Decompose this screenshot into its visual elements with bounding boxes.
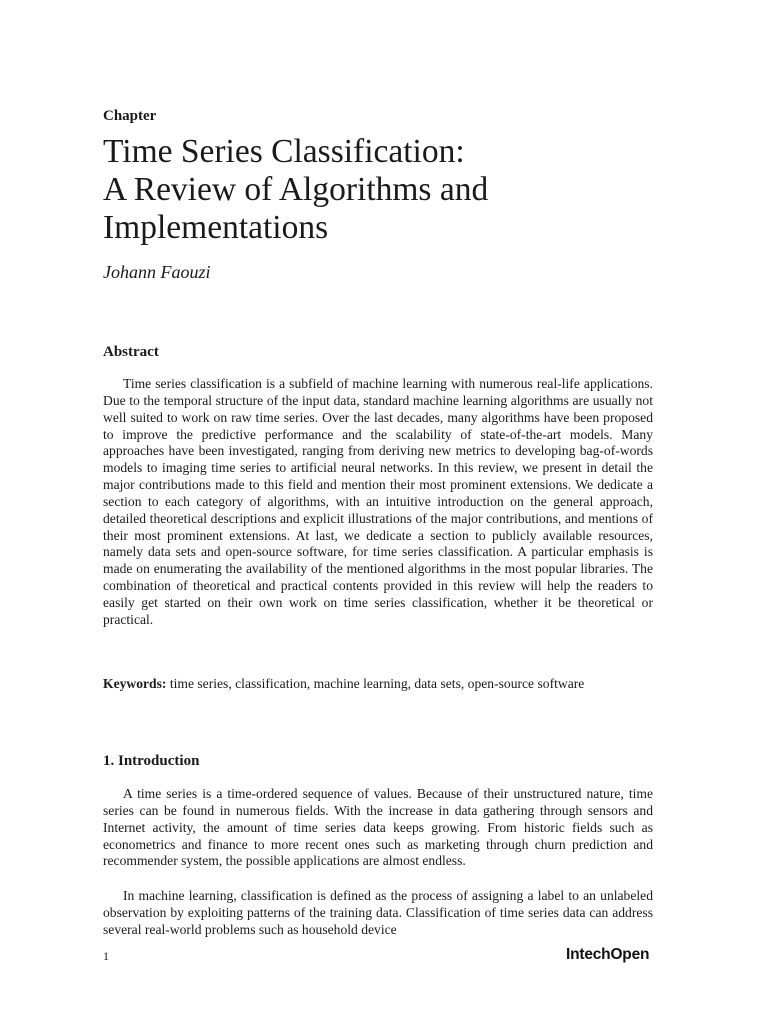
publisher-logo: IntechOpen	[566, 946, 650, 963]
keywords-paragraph	[103, 676, 653, 693]
keywords-list: time series, classification, machine learning, data sets, open-source software	[166, 676, 585, 691]
abstract-text: Time series classification is a subfield of machine learning with numerous real-life applications. Due to the temporal structure of the input data, standard machine learning algorithms are usually not well suited to work on raw time series. Over the last decades, many algorithms have been proposed to improve the predictive performance and the scalability of state-of-the-art models. Many approaches have been investigated, ranging from deriving new metrics to developing bag-of-words models to imaging time series to artificial neural networks. In this review, we present in detail the major contributions made to this field and mention their most prominent extensions. We dedicate a section to each category of algorithms, with an intuitive introduction on the general approach, detailed theoretical descriptions and explicit illustrations of the major contributions, and mentions of their most prominent extensions. At last, we dedicate a section to publicly available resources, namely data sets and open-source software, for time series classification. A particular emphasis is made on enumerating the availability of the mentioned algorithms in the most popular libraries. The combination of theoretical and practical contents provided in this review will help the readers to easily get started on their own work on time series classification, whether it be theoretical or practical.	[103, 376, 653, 627]
author-name: Johann Faouzi	[103, 262, 211, 282]
page	[103, 0, 653, 1024]
abstract-heading: Abstract	[103, 344, 159, 360]
chapter-label: Chapter	[103, 108, 157, 124]
keywords-label: Keywords:	[103, 676, 167, 691]
introduction-paragraph-1: A time series is a time-ordered sequence of values. Because of their unstructured nature, time series can be found in numerous fields. With the increase in data gathering through sensors and Internet activity, the amount of time series data keeps growing. From historic fields such as econometrics and finance to more recent ones such as marketing through churn prediction and recommender system, the possible applications are almost endless.	[103, 786, 653, 869]
introduction-heading: 1. Introduction	[103, 753, 200, 769]
paper-title: Time Series Classification: A Review of Algorithms and Implementations	[103, 133, 489, 246]
page-number: 1	[103, 949, 109, 963]
introduction-paragraph-2: In machine learning, classification is defined as the process of assigning a label to an unlabeled observation by exploiting patterns of the training data. Classification of time series data can address several real-world problems such as household device	[103, 888, 653, 937]
